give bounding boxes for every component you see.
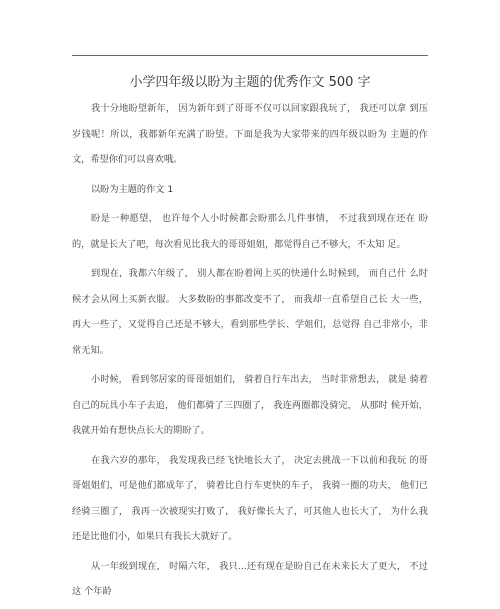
intro-paragraph: 我十分地盼望新年， 因为新年到了哥哥不仅可以回家跟我玩了， 我还可以拿 到压岁钱呢！所以，我都新年充满了盼望。下面是我为大家带来的四年级以盼为 主题的作文，希望你们可以喜欢哦。 (72, 103, 428, 165)
body-paragraph: 在我六岁的那年， 我发现我已经飞快地长大了， 决定去挑战一下以前和我玩 的哥哥姐姐们，可是他们都成年了， 骑着比自行车更快的车子， 我骑一圈的功夫， 他们已经骑三圈了， 我再一次被现实打败了， 我好像长大了，可其他人也长大了， 为什么我还是比他们小，如果只有我长大就好了。 (72, 454, 428, 542)
body-paragraph: 到现在，我都六年级了， 别人都在盼着网上买的快递什么时候到， 而自己什 么时候才会从网上买新衣服。 大多数盼的事都改变不了， 而我却一直希望自己长 大一些，再大一些了，又觉得自己还是不够大，看到那些学长、学姐们，总觉得 自己非常小，非常无知。 (72, 268, 428, 356)
body-paragraph: 盼是一种愿望， 也许每个人小时候都会盼那么几件事情， 不过我到现在还在 盼的，就是长大了吧，每次看见比我大的哥哥姐姐，都觉得自己不够大，不太知 足。 (72, 213, 428, 250)
document-body (72, 96, 428, 609)
header-rule (72, 55, 428, 56)
body-paragraph: 从一年级到现在， 时隔六年， 我只...还有现在是盼自己在未来长大了更大， 不过这 个年龄 (72, 560, 428, 597)
body-paragraph: 小时候， 看到邻居家的哥哥姐姐们， 骑着自行车出去， 当时非常想去， 就是 骑着自己的玩具小车子去追， 他们都骑了三四圈了， 我连两圈都没骑完， 从那时 候开始，我就开始有想快点长大的期盼了。 (72, 374, 428, 436)
essay-heading: 以盼为主题的作文 1 (91, 183, 174, 195)
document-title: 小学四年级以盼为主题的优秀作文 500 字 (129, 75, 371, 90)
